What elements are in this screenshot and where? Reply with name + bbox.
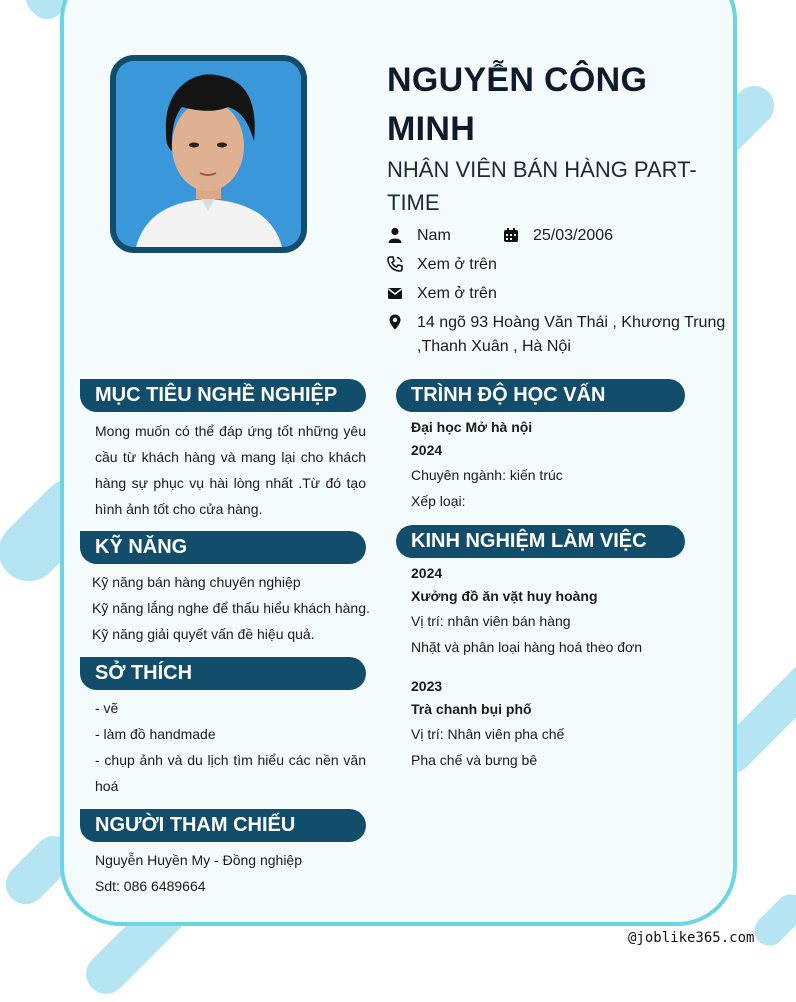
list-item: Kỹ năng giải quyết vấn đề hiệu quả. — [92, 626, 315, 642]
job-position: Vị trí: nhân viên bán hàng — [411, 613, 571, 629]
gender-row — [387, 224, 497, 248]
email-value: Xem ở trên — [417, 285, 497, 302]
education-grade: Xếp loại: — [411, 493, 466, 509]
skills-heading: KỸ NĂNG — [80, 531, 366, 564]
phone-row — [387, 253, 687, 277]
job-company: Xưởng đồ ăn vặt huy hoàng — [411, 588, 598, 604]
references-heading: NGƯỜI THAM CHIẾU — [80, 809, 366, 842]
hobbies-list — [95, 695, 366, 799]
address-value: 14 ngõ 93 Hoàng Văn Thái , Khương Trung ,Thanh Xuân , Hà Nội — [417, 314, 726, 355]
list-item: Kỹ năng bán hàng chuyên nghiệp — [92, 574, 301, 590]
birthdate-value: 25/03/2006 — [533, 227, 614, 244]
location-pin-icon — [387, 314, 403, 330]
phone-icon — [387, 256, 403, 272]
education-school: Đại học Mở hà nội — [411, 419, 533, 435]
education-major: Chuyên ngành: kiến trúc — [411, 467, 563, 483]
job-position: Vị trí: Nhân viên pha chế — [411, 726, 565, 742]
skills-list — [92, 569, 372, 647]
watermark-text: @joblike365.com — [628, 930, 755, 946]
experience-heading: KINH NGHIỆM LÀM VIỆC — [396, 525, 685, 558]
objective-text: Mong muốn có thể đáp ứng tốt những yêu cầu từ khách hàng và mang lại cho khách hàng sự phục vụ hài lòng nhất .Từ đó tạo hình ảnh tốt cho cửa hàng. — [95, 423, 366, 517]
calendar-icon — [503, 227, 519, 243]
gender-value: Nam — [417, 227, 451, 244]
list-item: - chụp ảnh và du lịch tìm hiểu các nền văn hoá — [95, 752, 366, 794]
list-item: Sdt: 086 6489664 — [95, 878, 206, 894]
decor-shape — [748, 888, 796, 952]
objective-heading: MỤC TIÊU NGHỀ NGHIỆP — [80, 379, 366, 412]
job-year: 2023 — [411, 678, 443, 694]
list-item: - làm đồ handmade — [95, 726, 216, 742]
job-description: Nhặt và phân loại hàng hoá theo đơn — [411, 639, 643, 655]
user-icon — [387, 227, 403, 243]
education-year: 2024 — [411, 442, 443, 458]
profile-photo — [110, 55, 307, 253]
address-row — [387, 311, 727, 361]
list-item: Nguyễn Huyền My - Đồng nghiệp — [95, 852, 303, 868]
references-list — [95, 847, 366, 899]
job-year: 2024 — [411, 565, 443, 581]
portrait-image — [116, 61, 301, 247]
email-row — [387, 282, 687, 306]
candidate-name: NGUYỄN CÔNG MINH — [387, 61, 648, 148]
education-heading: TRÌNH ĐỘ HỌC VẤN — [396, 379, 685, 412]
job-description: Pha chế và bưng bê — [411, 752, 538, 768]
mail-icon — [387, 285, 403, 301]
birthdate-row — [503, 224, 643, 248]
job-company: Trà chanh bụi phố — [411, 701, 532, 717]
list-item: Kỹ năng lắng nghe để thấu hiểu khách hàng. — [92, 600, 370, 616]
job-title: NHÂN VIÊN BÁN HÀNG PART-TIME — [387, 157, 697, 215]
hobbies-heading: SỞ THÍCH — [80, 657, 366, 690]
phone-value: Xem ở trên — [417, 256, 497, 273]
list-item: - vẽ — [95, 700, 119, 716]
